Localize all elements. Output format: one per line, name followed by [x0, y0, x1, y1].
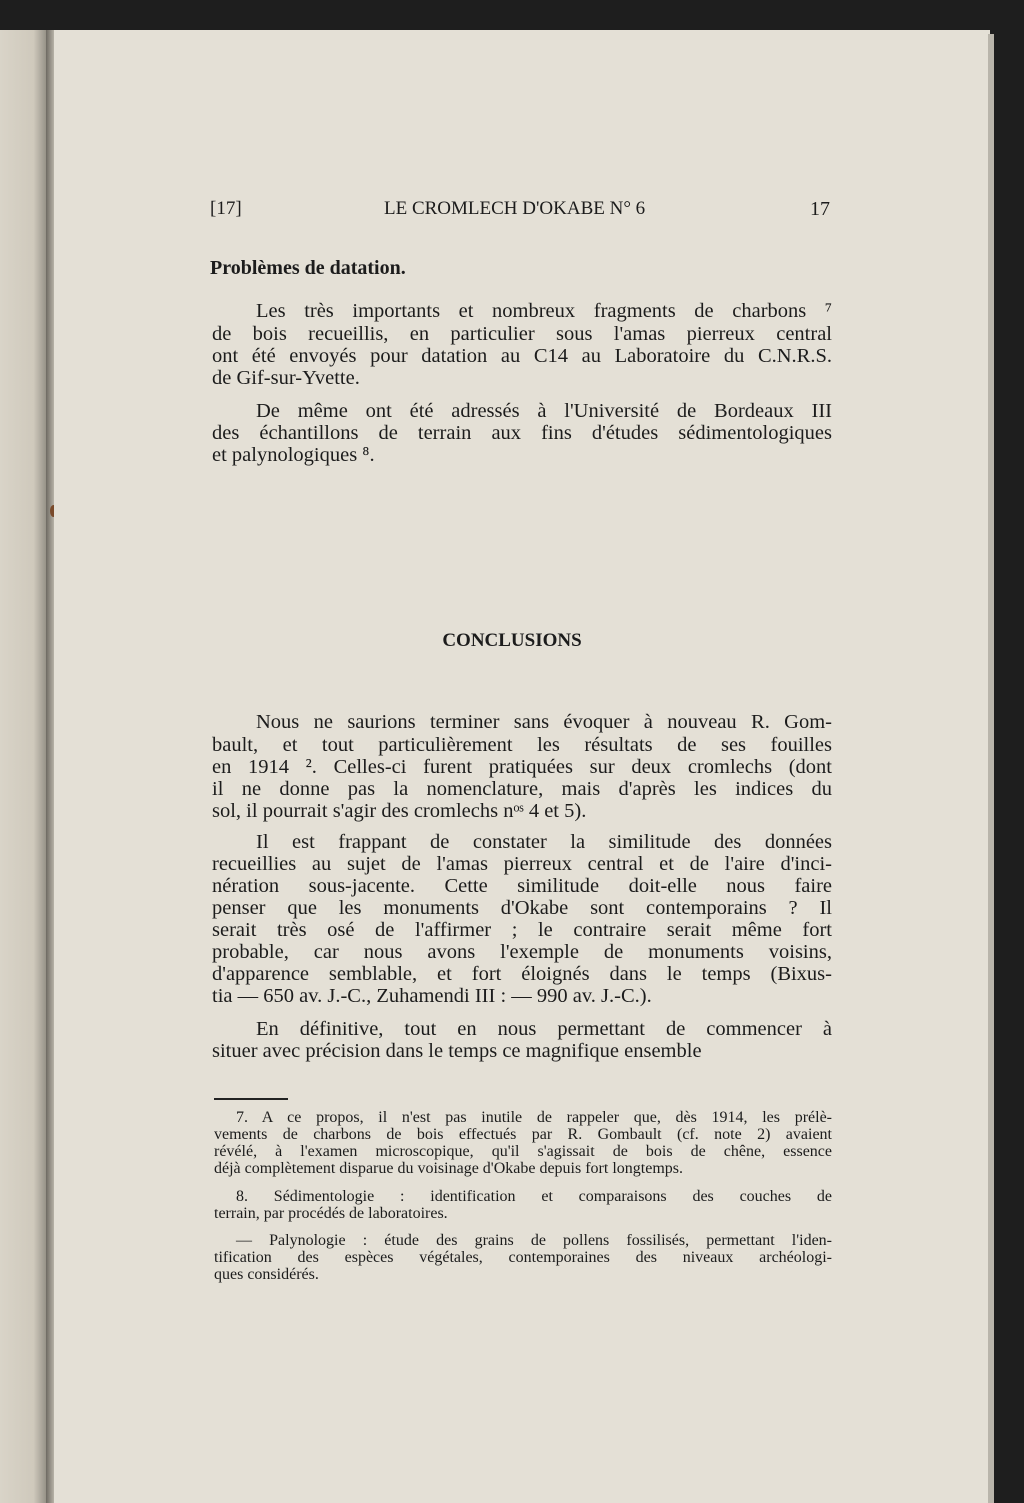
paragraph-line: Nous ne saurions terminer sans évoquer à nouveau R. Gom-	[256, 711, 832, 733]
paragraph-line: Les très importants et nombreux fragments de charbons ⁷	[256, 300, 832, 322]
paragraph-line: En définitive, tout en nous permettant de commencer à	[256, 1018, 832, 1040]
section-heading-datation: Problèmes de datation.	[210, 257, 406, 279]
section-heading-conclusions: CONCLUSIONS	[442, 630, 582, 651]
footnote-line: ques considérés.	[214, 1266, 319, 1283]
paragraph-line: bault, et tout particulièrement les résultats de ses fouilles	[212, 734, 832, 756]
page-edge	[988, 34, 994, 1503]
running-head-title: LE CROMLECH D'OKABE N° 6	[384, 198, 646, 219]
paragraph-line: recueillies au sujet de l'amas pierreux central et de l'aire d'inci-	[212, 853, 832, 875]
paragraph-line: De même ont été adressés à l'Université de Bordeaux III	[256, 400, 832, 422]
paragraph-line: et palynologiques ⁸.	[212, 444, 375, 466]
page-number: 17	[810, 198, 830, 220]
paragraph-line: nération sous-jacente. Cette similitude doit-elle nous faire	[212, 875, 832, 897]
footnote-rule	[214, 1098, 288, 1100]
paragraph-line: sol, il pourrait s'agir des cromlechs nᵒˢ 4 et 5).	[212, 800, 587, 822]
footnote-line: 8. Sédimentologie : identification et comparaisons des couches de	[236, 1188, 832, 1205]
footnote-line: vements de charbons de bois effectués par R. Gombault (cf. note 2) avaient	[214, 1126, 832, 1143]
footnote-line: révélé, à l'examen microscopique, qu'il s'agissait de bois de chêne, essence	[214, 1143, 832, 1160]
paragraph-line: serait très osé de l'affirmer ; le contraire serait même fort	[212, 919, 832, 941]
paragraph-line: ont été envoyés pour datation au C14 au Laboratoire du C.N.R.S.	[212, 345, 832, 367]
paragraph-line: en 1914 ². Celles-ci furent pratiquées sur deux cromlechs (dont	[212, 756, 832, 778]
paragraph-line: tia — 650 av. J.-C., Zuhamendi III : — 990 av. J.-C.).	[212, 985, 652, 1007]
footnote-line: — Palynologie : étude des grains de pollens fossilisés, permettant l'iden-	[236, 1232, 832, 1249]
footnote-line: terrain, par procédés de laboratoires.	[214, 1205, 448, 1222]
paragraph-line: il ne donne pas la nomenclature, mais d'après les indices du	[212, 778, 832, 800]
paragraph-line: penser que les monuments d'Okabe sont contemporains ? Il	[212, 897, 832, 919]
paragraph-line: de Gif-sur-Yvette.	[212, 367, 360, 389]
paragraph-line: de bois recueillis, en particulier sous l'amas pierreux central	[212, 323, 832, 345]
running-head-bracket-number: [17]	[210, 198, 242, 219]
footnote-line: déjà complètement disparue du voisinage d'Okabe depuis fort longtemps.	[214, 1160, 683, 1177]
footnote-line: 7. A ce propos, il n'est pas inutile de rappeler que, dès 1914, les prélè-	[236, 1109, 832, 1126]
paragraph-line: d'apparence semblable, et fort éloignés dans le temps (Bixus-	[212, 963, 832, 985]
paragraph-line: des échantillons de terrain aux fins d'études sédimentologiques	[212, 422, 832, 444]
footnote-line: tification des espèces végétales, contemporaines des niveaux archéologi-	[214, 1249, 832, 1266]
paragraph-line: probable, car nous avons l'exemple de monuments voisins,	[212, 941, 832, 963]
paragraph-line: Il est frappant de constater la similitude des données	[256, 831, 832, 853]
facing-page-edge	[0, 30, 48, 1503]
paragraph-line: situer avec précision dans le temps ce magnifique ensemble	[212, 1040, 702, 1062]
